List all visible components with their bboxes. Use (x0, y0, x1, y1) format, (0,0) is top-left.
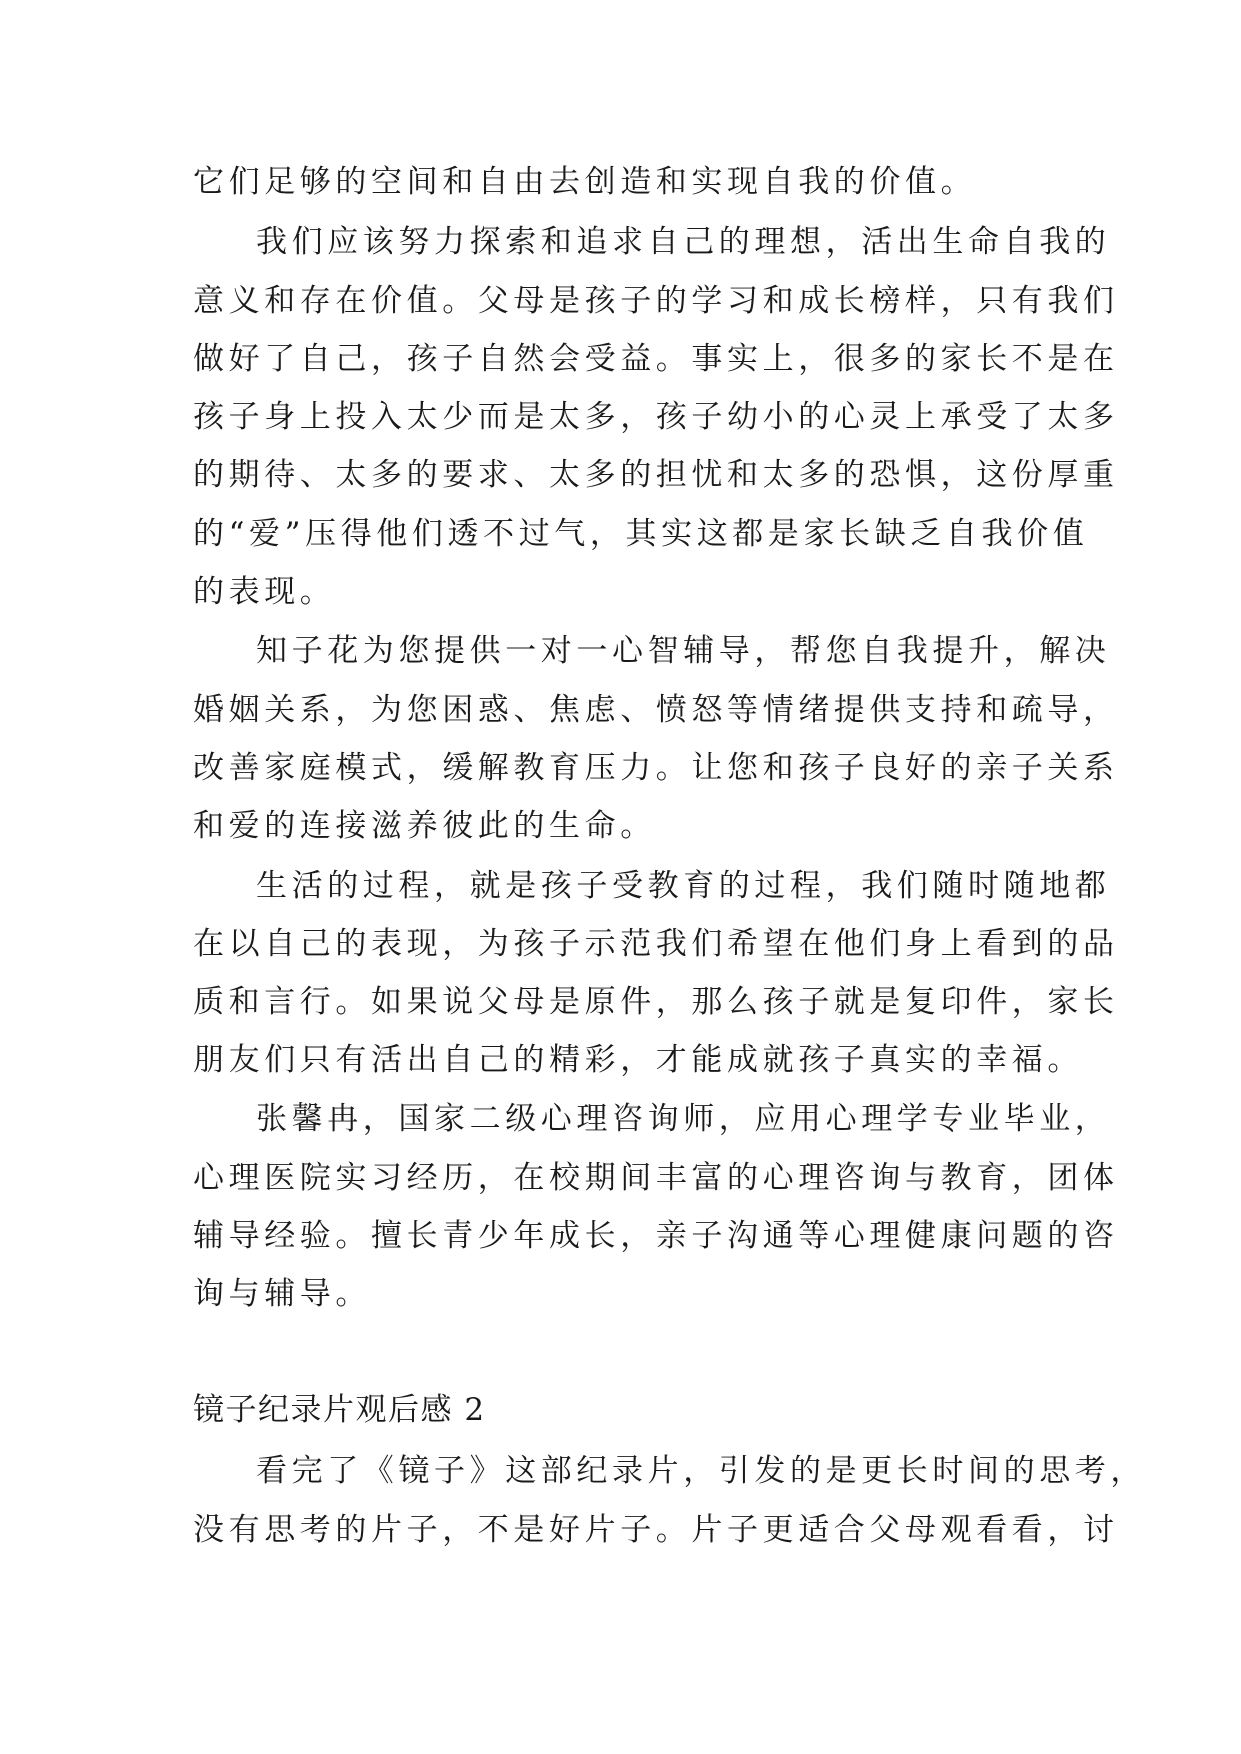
text-line: 的期待、太多的要求、太多的担忧和太多的恐惧，这份厚重 (193, 457, 1119, 493)
section-heading: 镜子纪录片观后感 2 (193, 1392, 486, 1428)
text-line: 婚姻关系，为您困惑、焦虑、愤怒等情绪提供支持和疏导， (193, 692, 1119, 728)
text-line: 朋友们只有活出自己的精彩，才能成就孩子真实的幸福。 (193, 1042, 1083, 1078)
text-line: 心理医院实习经历，在校期间丰富的心理咨询与教育，团体 (193, 1160, 1119, 1196)
text-line: 没有思考的片子，不是好片子。片子更适合父母观看看，讨 (193, 1512, 1119, 1548)
text-line: 做好了自己，孩子自然会受益。事实上，很多的家长不是在 (193, 341, 1119, 377)
text-line: 辅导经验。擅长青少年成长，亲子沟通等心理健康问题的咨 (193, 1218, 1119, 1254)
text-line: 它们足够的空间和自由去创造和实现自我的价值。 (193, 164, 977, 200)
paragraph-first-line: 看完了《镜子》这部纪录片，引发的是更长时间的思考， (256, 1453, 1146, 1489)
text-line: 改善家庭模式，缓解教育压力。让您和孩子良好的亲子关系 (193, 750, 1119, 786)
text-line: 在以自己的表现，为孩子示范我们希望在他们身上看到的品 (193, 926, 1119, 962)
paragraph-first-line: 我们应该努力探索和追求自己的理想，活出生命自我的 (256, 224, 1111, 260)
text-line: 询与辅导。 (193, 1276, 371, 1312)
paragraph-first-line: 张馨冉，国家二级心理咨询师，应用心理学专业毕业， (256, 1101, 1111, 1137)
text-line: 的“爱”压得他们透不过气，其实这都是家长缺乏自我价值 (193, 516, 1089, 552)
text-line: 和爱的连接滋养彼此的生命。 (193, 808, 656, 844)
text-line: 质和言行。如果说父母是原件，那么孩子就是复印件，家长 (193, 984, 1119, 1020)
text-line: 意义和存在价值。父母是孩子的学习和成长榜样，只有我们 (193, 283, 1119, 319)
paragraph-first-line: 知子花为您提供一对一心智辅导，帮您自我提升，解决 (256, 633, 1111, 669)
paragraph-first-line: 生活的过程，就是孩子受教育的过程，我们随时随地都 (256, 868, 1111, 904)
text-line: 的表现。 (193, 574, 336, 610)
text-line: 孩子身上投入太少而是太多，孩子幼小的心灵上承受了太多 (193, 399, 1119, 435)
